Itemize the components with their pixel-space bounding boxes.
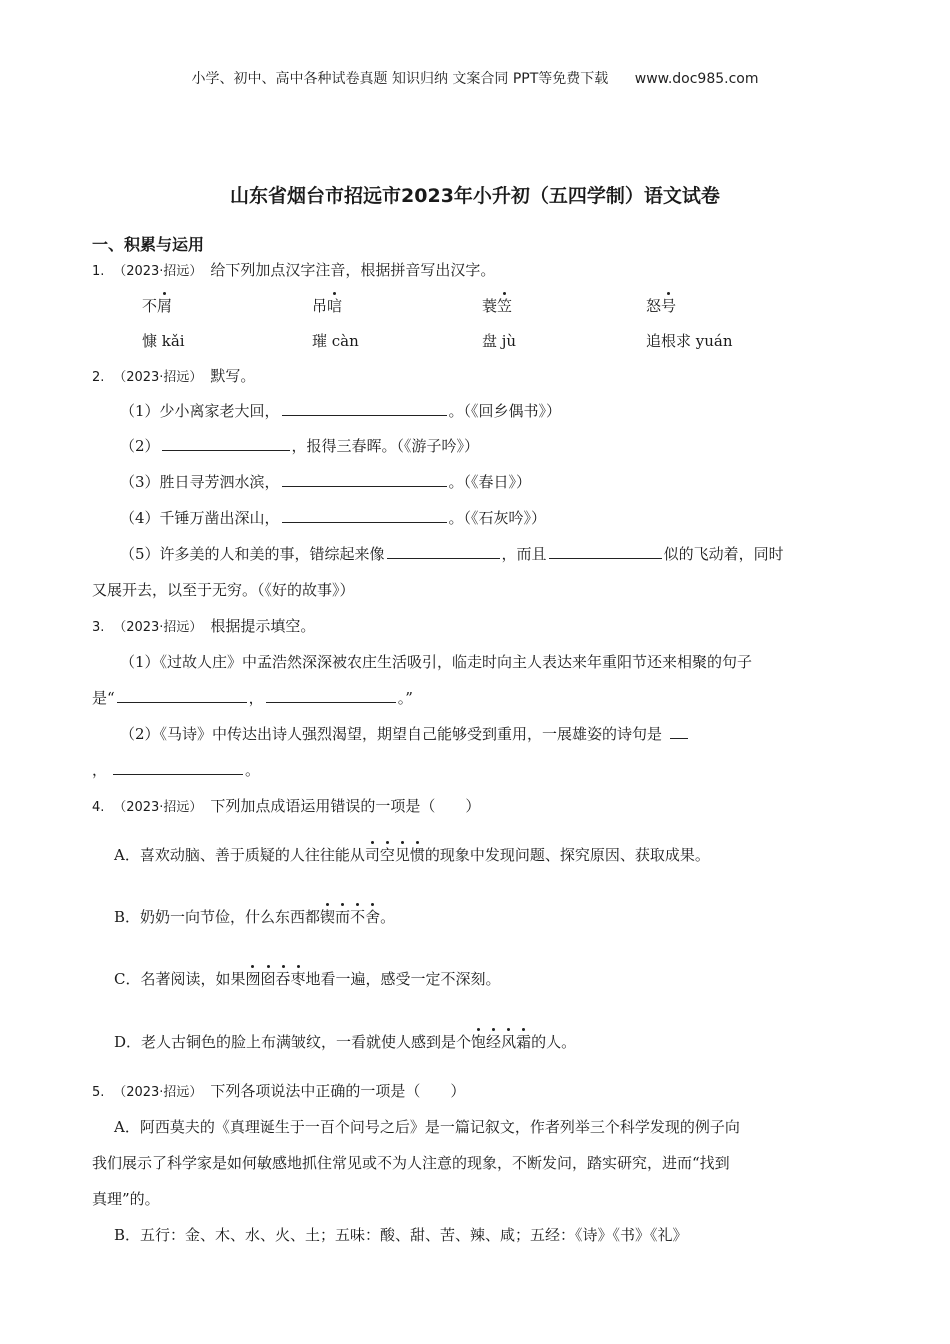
question-text: 根据提示填空。	[210, 617, 316, 635]
question-number: 4.	[92, 800, 105, 815]
dotted-idiom	[320, 908, 380, 926]
header-site-link[interactable]: www.doc985.com	[634, 71, 759, 87]
dotted-char: 屑	[157, 297, 173, 315]
question-number: 2.	[92, 370, 105, 385]
answer-blank[interactable]	[282, 401, 447, 416]
question-3-stem	[92, 615, 315, 636]
option-a[interactable]: A．阿西莫夫的《真理诞生于一百个问号之后》是一篇记叙文，作者列举三个科学发现的例子向	[114, 1118, 740, 1136]
answer-blank[interactable]	[266, 688, 396, 703]
option-d[interactable]: D．老人古铜色的脸上布满皱纹，一看就使人感到是个饱经风霜的人。	[114, 1033, 577, 1051]
dotted-char: 惯	[409, 846, 425, 864]
question-1-stem	[92, 259, 495, 280]
dotted-char: 唁	[327, 297, 343, 315]
pinyin-item: 蓑笠	[482, 297, 513, 315]
hanzi-item: 慷 kǎi	[142, 332, 185, 350]
dotted-char: 风	[501, 1033, 517, 1051]
exam-title: 山东省烟台市招远市2023年小升初（五四学制）语文试卷	[230, 185, 720, 207]
dotted-char: 舍	[365, 908, 381, 926]
answer-blank[interactable]	[282, 472, 447, 487]
dotted-char: 囫	[245, 970, 261, 988]
dotted-char: 锲	[320, 908, 336, 926]
fill-line-1-cont: 是“ ， 。”	[92, 689, 413, 707]
question-source: （2023·招远）	[113, 800, 203, 815]
question-4-stem	[92, 795, 480, 816]
dotted-char: 司	[364, 846, 380, 864]
question-2-stem	[92, 365, 255, 386]
recite-line-2: （2） ，报得三春晖。（《游子吟》）	[120, 437, 480, 455]
fill-line-2: （2）《马诗》中传达出诗人强烈渴望，期望自己能够受到重用，一展雄姿的诗句是	[120, 723, 690, 744]
question-number: 5.	[92, 1085, 105, 1100]
answer-blank[interactable]	[117, 688, 247, 703]
header-text: 小学、初中、高中各种试卷真题 知识归纳 文案合同 PPT等免费下载	[191, 71, 609, 87]
fill-line-2-cont: ， 。	[92, 761, 261, 779]
dotted-char: 不	[350, 908, 366, 926]
dotted-char: 经	[486, 1033, 502, 1051]
dotted-char: 见	[394, 846, 410, 864]
pinyin-item: 怒号	[646, 297, 677, 315]
answer-blank[interactable]	[549, 544, 662, 559]
question-5-stem	[92, 1080, 465, 1101]
hanzi-item: 璀 càn	[312, 332, 359, 350]
dotted-char: 吞	[275, 970, 291, 988]
fill-line-1: （1）《过故人庄》中孟浩然深深被农庄生活吸引，临走时向主人表达来年重阳节还来相聚的句子	[120, 653, 753, 671]
section-heading: 一、积累与运用	[92, 235, 205, 254]
recite-line-3: （3）胜日寻芳泗水滨， 。（《春日》）	[120, 473, 532, 491]
dotted-char: 号	[661, 297, 677, 315]
recite-line-1: （1）少小离家老大回， 。（《回乡偶书》）	[120, 402, 562, 420]
option-a-cont: 真理”的。	[92, 1190, 160, 1208]
pinyin-item: 不屑	[142, 297, 173, 315]
answer-blank[interactable]	[282, 508, 447, 523]
option-b[interactable]: B．五行：金、木、水、火、土；五味：酸、甜、苦、辣、咸；五经：《诗》《书》《礼》	[114, 1226, 688, 1244]
pinyin-item: 吊唁	[312, 297, 343, 315]
question-source: （2023·招远）	[113, 1085, 203, 1100]
question-number: 1.	[92, 264, 105, 279]
dotted-char: 而	[335, 908, 351, 926]
hanzi-item: 追根求 yuán	[646, 332, 733, 350]
dotted-idiom	[245, 970, 305, 988]
option-a[interactable]: A．喜欢动脑、善于质疑的人往往能从司空见惯的现象中发现问题、探究原因、获取成果。	[114, 846, 710, 864]
answer-blank[interactable]	[670, 724, 688, 739]
question-source: （2023·招远）	[113, 620, 203, 635]
dotted-idiom	[365, 846, 425, 864]
recite-line-5-cont: 又展开去，以至于无穷。（《好的故事》）	[92, 581, 355, 599]
dotted-char: 霜	[516, 1033, 532, 1051]
question-text: 默写。	[210, 367, 256, 385]
recite-line-5: （5）许多美的人和美的事，错综起来像 ，而且 似的飞动着，同时	[120, 545, 784, 563]
dotted-char: 笠	[497, 297, 513, 315]
question-text: 下列各项说法中正确的一项是（ ）	[210, 1082, 466, 1100]
answer-blank[interactable]	[387, 544, 500, 559]
answer-blank[interactable]	[113, 760, 243, 775]
hanzi-item: 盘 jù	[482, 332, 517, 350]
question-text: 下列加点成语运用错误的一项是（ ）	[210, 797, 481, 815]
dotted-char: 空	[379, 846, 395, 864]
page-header	[0, 68, 950, 88]
question-source: （2023·招远）	[113, 370, 203, 385]
question-text: 给下列加点汉字注音，根据拼音写出汉字。	[210, 261, 496, 279]
dotted-char: 囵	[260, 970, 276, 988]
answer-blank[interactable]	[162, 436, 290, 451]
dotted-idiom	[471, 1033, 531, 1051]
dotted-char: 枣	[290, 970, 306, 988]
option-b[interactable]: B．奶奶一向节俭，什么东西都锲而不舍。	[114, 908, 396, 926]
recite-line-4: （4）千锤万凿出深山， 。（《石灰吟》）	[120, 509, 547, 527]
option-a-cont: 我们展示了科学家是如何敏感地抓住常见或不为人注意的现象，不断发问，踏实研究，进而“找到	[92, 1154, 730, 1172]
dotted-char: 饱	[471, 1033, 487, 1051]
question-number: 3.	[92, 620, 105, 635]
question-source: （2023·招远）	[113, 264, 203, 279]
option-c[interactable]: C．名著阅读，如果囫囵吞枣地看一遍，感受一定不深刻。	[114, 970, 501, 988]
